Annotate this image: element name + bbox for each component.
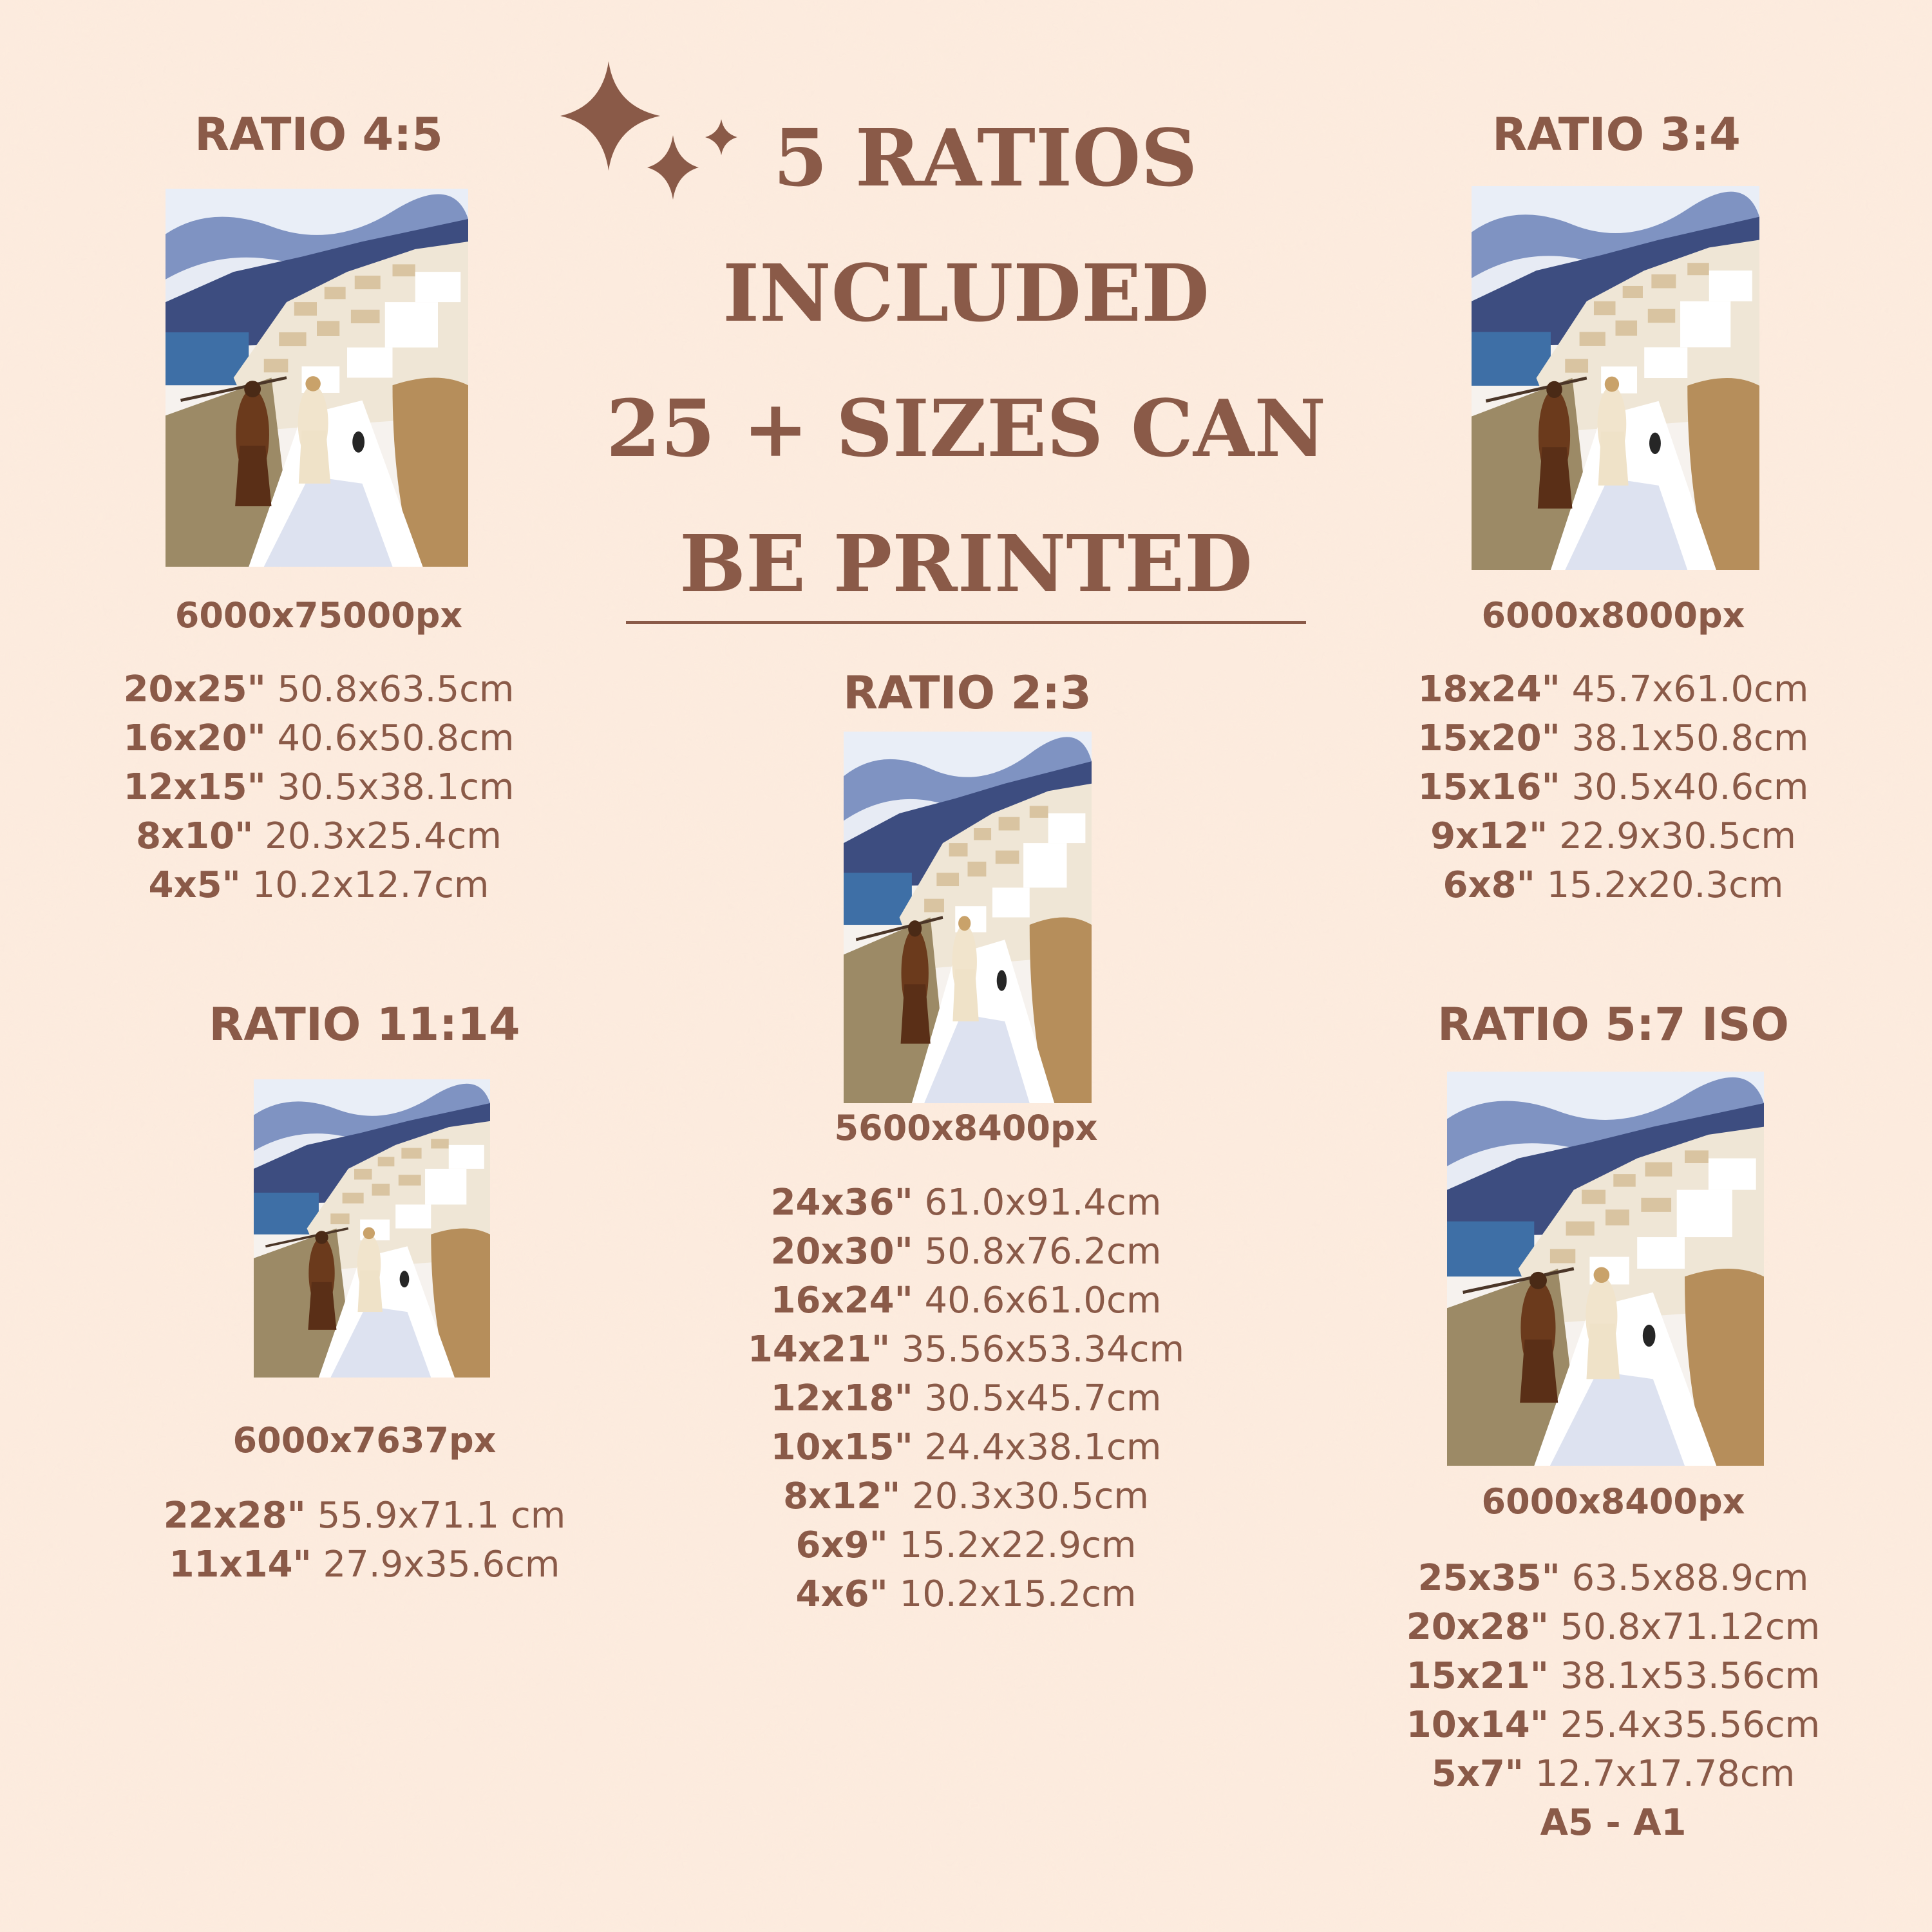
size-row: 12x18" 30.5x45.7cm [770,1378,1162,1419]
headline-divider [626,621,1306,624]
headline-line-1: 5 RATIOS [773,111,1198,204]
headline-line-4: BE PRINTED [679,517,1253,610]
size-row: 16x20" 40.6x50.8cm [123,717,515,759]
ratio-3-4-title: RATIO 3:4 [1492,108,1741,161]
artwork-preview-5-7 [1447,1072,1764,1466]
ratio-4-5-size-list [124,665,515,910]
headline-line-2: INCLUDED [723,247,1209,339]
ratio-5-7-size-list [1406,1554,1820,1848]
ratio-2-3-title: RATIO 2:3 [843,667,1092,719]
ratio-4-5-pixels: 6000x75000px [175,595,463,636]
size-row: 4x5" 10.2x12.7cm [148,864,489,906]
size-row: 9x12" 22.9x30.5cm [1430,815,1796,857]
ratio-5-7-iso-title: RATIO 5:7 ISO [1437,998,1790,1051]
size-row: 15x20" 38.1x50.8cm [1417,717,1809,759]
ratio-2-3-pixels: 5600x8400px [834,1108,1098,1148]
size-row: 10x14" 25.4x35.56cm [1406,1704,1821,1746]
size-row: 16x24" 40.6x61.0cm [770,1280,1162,1321]
size-row: 4x6" 10.2x15.2cm [795,1573,1137,1615]
headline [606,90,1326,631]
size-row: 8x12" 20.3x30.5cm [783,1475,1149,1517]
size-row: 22x28" 55.9x71.1 cm [163,1495,566,1537]
size-row: 12x15" 30.5x38.1cm [123,766,515,808]
ratio-11-14-pixels: 6000x7637px [232,1420,497,1461]
size-row: 25x35" 63.5x88.9cm [1417,1557,1809,1599]
size-row: 10x15" 24.4x38.1cm [770,1426,1162,1468]
artwork-preview-2-3 [844,732,1092,1103]
size-row: 6x9" 15.2x22.9cm [795,1524,1137,1566]
size-row: 6x8" 15.2x20.3cm [1443,864,1784,906]
ratio-3-4-size-list [1418,665,1809,910]
size-row-paper-range: A5 - A1 [1540,1802,1687,1844]
artwork-preview-11-14 [254,1079,490,1378]
size-row: 15x16" 30.5x40.6cm [1417,766,1809,808]
artwork-preview-3-4 [1472,186,1759,570]
size-row: 20x30" 50.8x76.2cm [770,1231,1162,1273]
size-row: 8x10" 20.3x25.4cm [136,815,502,857]
size-row: 20x25" 50.8x63.5cm [123,668,515,710]
headline-line-3: 25 + SIZES CAN [605,382,1327,475]
size-row: 14x21" 35.56x53.34cm [747,1329,1185,1370]
ratio-5-7-pixels: 6000x8400px [1481,1481,1745,1522]
size-row: 18x24" 45.7x61.0cm [1417,668,1809,710]
ratio-4-5-title: RATIO 4:5 [194,108,443,161]
size-row: 11x14" 27.9x35.6cm [169,1544,560,1586]
size-row: 24x36" 61.0x91.4cm [770,1182,1162,1224]
ratio-2-3-size-list [748,1179,1184,1619]
ratio-11-14-title: RATIO 11:14 [209,998,520,1051]
size-row: 5x7" 12.7x17.78cm [1431,1753,1795,1795]
size-row: 15x21" 38.1x53.56cm [1406,1655,1821,1697]
ratio-3-4-pixels: 6000x8000px [1481,595,1745,636]
artwork-preview-4-5 [166,189,468,567]
size-row: 20x28" 50.8x71.12cm [1406,1606,1821,1648]
ratio-11-14-size-list [164,1492,566,1589]
